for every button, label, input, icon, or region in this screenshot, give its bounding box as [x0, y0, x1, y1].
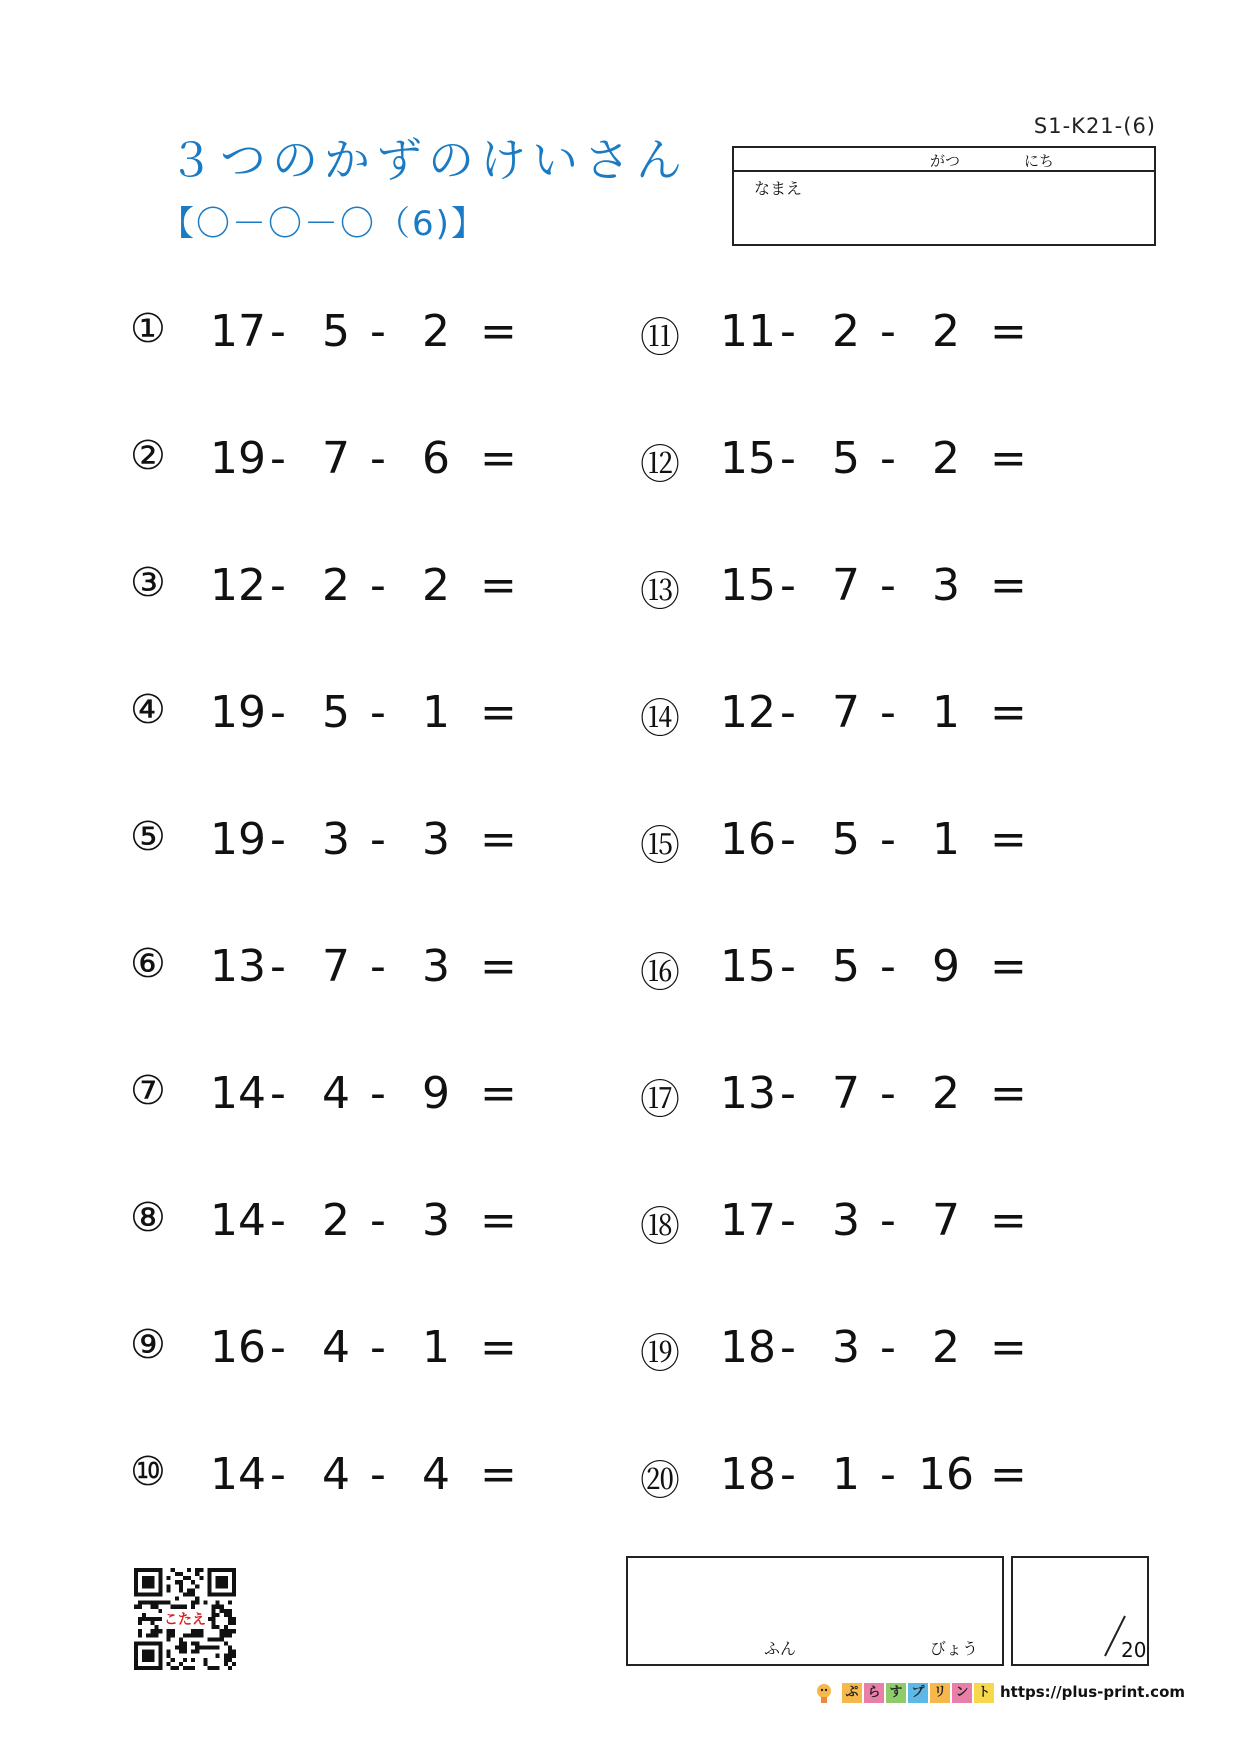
- operand-a: 19: [210, 433, 266, 484]
- problem-number: ⑪: [640, 315, 680, 361]
- minus-sign: -: [880, 433, 896, 484]
- minus-sign: -: [270, 1068, 286, 1119]
- problem-item: [130, 814, 550, 874]
- minus-sign: -: [270, 1449, 286, 1500]
- problem-item: [130, 687, 550, 747]
- minus-sign: -: [880, 1449, 896, 1500]
- minus-sign: -: [370, 433, 386, 484]
- operand-b: 3: [322, 814, 350, 865]
- problem-item: [130, 941, 550, 1001]
- operand-b: 4: [322, 1068, 350, 1119]
- operand-a: 17: [210, 306, 266, 357]
- problem-number: ⑦: [130, 1068, 166, 1114]
- equals-sign: =: [480, 1195, 517, 1246]
- operand-b: 2: [832, 306, 860, 357]
- minus-sign: -: [270, 306, 286, 357]
- minus-sign: -: [370, 814, 386, 865]
- problem-number: ③: [130, 560, 166, 606]
- operand-b: 5: [832, 814, 860, 865]
- operand-a: 16: [720, 814, 776, 865]
- minus-sign: -: [880, 306, 896, 357]
- problem-number: ⑭: [640, 696, 680, 742]
- operand-c: 9: [932, 941, 960, 992]
- operand-a: 18: [720, 1449, 776, 1500]
- operand-a: 19: [210, 814, 266, 865]
- equals-sign: =: [990, 941, 1027, 992]
- name-label: なまえ: [754, 179, 803, 198]
- operand-b: 7: [832, 1068, 860, 1119]
- operand-a: 12: [210, 560, 266, 611]
- problem-number: ⑲: [640, 1331, 680, 1377]
- operand-b: 2: [322, 1195, 350, 1246]
- operand-c: 9: [422, 1068, 450, 1119]
- operand-b: 1: [832, 1449, 860, 1500]
- operand-c: 2: [932, 433, 960, 484]
- equals-sign: =: [990, 687, 1027, 738]
- operand-c: 7: [932, 1195, 960, 1246]
- minus-sign: -: [880, 1195, 896, 1246]
- operand-a: 11: [720, 306, 776, 357]
- operand-c: 6: [422, 433, 450, 484]
- minus-sign: -: [370, 1322, 386, 1373]
- problem-number: ⑤: [130, 814, 166, 860]
- score-box[interactable]: [1011, 1556, 1149, 1666]
- score-total: 20: [1121, 1638, 1147, 1662]
- operand-c: 4: [422, 1449, 450, 1500]
- operand-b: 7: [322, 433, 350, 484]
- problem-number: ⑨: [130, 1322, 166, 1368]
- minus-sign: -: [880, 1322, 896, 1373]
- problem-item: [640, 306, 1060, 366]
- logo-tile: ら: [864, 1683, 884, 1703]
- operand-b: 4: [322, 1449, 350, 1500]
- problem-number: ⑰: [640, 1077, 680, 1123]
- operand-a: 18: [720, 1322, 776, 1373]
- plus-print-logo: [812, 1680, 996, 1706]
- equals-sign: =: [990, 1068, 1027, 1119]
- operand-b: 5: [322, 306, 350, 357]
- equals-sign: =: [480, 1322, 517, 1373]
- operand-c: 3: [422, 941, 450, 992]
- problem-item: [640, 687, 1060, 747]
- answer-label: こたえ: [162, 1609, 208, 1629]
- minus-sign: -: [780, 1068, 796, 1119]
- operand-a: 13: [720, 1068, 776, 1119]
- operand-a: 17: [720, 1195, 776, 1246]
- logo-tile: ン: [952, 1683, 972, 1703]
- equals-sign: =: [990, 1322, 1027, 1373]
- time-box[interactable]: [626, 1556, 1004, 1666]
- logo-tile: リ: [930, 1683, 950, 1703]
- minus-sign: -: [780, 1449, 796, 1500]
- minus-sign: -: [370, 306, 386, 357]
- problem-number: ②: [130, 433, 166, 479]
- operand-c: 1: [422, 1322, 450, 1373]
- operand-a: 15: [720, 433, 776, 484]
- operand-b: 3: [832, 1195, 860, 1246]
- mascot-icon: [812, 1681, 836, 1705]
- operand-c: 2: [422, 560, 450, 611]
- problem-number: ⑬: [640, 569, 680, 615]
- operand-c: 1: [932, 814, 960, 865]
- operand-a: 16: [210, 1322, 266, 1373]
- problem-item: [640, 814, 1060, 874]
- minus-sign: -: [880, 560, 896, 611]
- problem-item: [130, 306, 550, 366]
- equals-sign: =: [990, 814, 1027, 865]
- problem-item: [130, 1068, 550, 1128]
- minus-sign: -: [370, 1195, 386, 1246]
- equals-sign: =: [480, 433, 517, 484]
- equals-sign: =: [480, 1449, 517, 1500]
- equals-sign: =: [990, 1195, 1027, 1246]
- operand-c: 2: [932, 1068, 960, 1119]
- minus-sign: -: [270, 433, 286, 484]
- minus-sign: -: [780, 306, 796, 357]
- problem-number: ⑥: [130, 941, 166, 987]
- operand-c: 3: [422, 814, 450, 865]
- problem-item: [130, 560, 550, 620]
- operand-b: 5: [832, 433, 860, 484]
- minus-sign: -: [780, 687, 796, 738]
- minus-sign: -: [780, 1195, 796, 1246]
- operand-a: 19: [210, 687, 266, 738]
- problem-number: ⑩: [130, 1449, 166, 1495]
- problem-number: ④: [130, 687, 166, 733]
- operand-b: 7: [322, 941, 350, 992]
- problem-item: [640, 560, 1060, 620]
- equals-sign: =: [480, 941, 517, 992]
- minus-sign: -: [880, 941, 896, 992]
- minus-sign: -: [780, 433, 796, 484]
- problem-item: [130, 1195, 550, 1255]
- operand-b: 7: [832, 560, 860, 611]
- minus-sign: -: [270, 560, 286, 611]
- operand-b: 7: [832, 687, 860, 738]
- site-url[interactable]: https://plus-print.com: [1000, 1683, 1186, 1701]
- problem-number: ⑯: [640, 950, 680, 996]
- operand-a: 15: [720, 941, 776, 992]
- problem-number: ⑮: [640, 823, 680, 869]
- problem-item: [640, 433, 1060, 493]
- minus-sign: -: [780, 1322, 796, 1373]
- equals-sign: =: [480, 814, 517, 865]
- equals-sign: =: [480, 306, 517, 357]
- minus-sign: -: [370, 687, 386, 738]
- operand-a: 14: [210, 1195, 266, 1246]
- logo-tile: ト: [974, 1683, 994, 1703]
- minus-sign: -: [270, 687, 286, 738]
- equals-sign: =: [480, 1068, 517, 1119]
- operand-c: 2: [932, 1322, 960, 1373]
- problem-item: [640, 1449, 1060, 1509]
- minus-sign: -: [880, 814, 896, 865]
- minus-sign: -: [780, 814, 796, 865]
- problem-item: [130, 1322, 550, 1382]
- problem-item: [640, 1195, 1060, 1255]
- operand-c: 2: [932, 306, 960, 357]
- operand-a: 13: [210, 941, 266, 992]
- operand-c: 3: [422, 1195, 450, 1246]
- minus-sign: -: [270, 1322, 286, 1373]
- minus-sign: -: [880, 1068, 896, 1119]
- operand-a: 12: [720, 687, 776, 738]
- operand-b: 5: [832, 941, 860, 992]
- problem-number: ⑧: [130, 1195, 166, 1241]
- problem-item: [640, 1322, 1060, 1382]
- equals-sign: =: [990, 306, 1027, 357]
- minutes-label: ふん: [764, 1639, 797, 1658]
- worksheet-title: ３つのかずのけいさん: [168, 133, 688, 187]
- problem-item: [640, 941, 1060, 1001]
- problem-item: [640, 1068, 1060, 1128]
- minus-sign: -: [370, 1449, 386, 1500]
- equals-sign: =: [990, 560, 1027, 611]
- problem-item: [130, 1449, 550, 1509]
- operand-b: 4: [322, 1322, 350, 1373]
- operand-b: 2: [322, 560, 350, 611]
- equals-sign: =: [990, 1449, 1027, 1500]
- minus-sign: -: [880, 687, 896, 738]
- minus-sign: -: [370, 941, 386, 992]
- operand-c: 1: [932, 687, 960, 738]
- minus-sign: -: [370, 1068, 386, 1119]
- minus-sign: -: [270, 941, 286, 992]
- operand-a: 14: [210, 1449, 266, 1500]
- operand-c: 3: [932, 560, 960, 611]
- equals-sign: =: [480, 560, 517, 611]
- worksheet-subtitle: 【〇－〇－〇（6)】: [160, 204, 487, 244]
- month-label: がつ: [930, 152, 961, 170]
- problem-number: ⑱: [640, 1204, 680, 1250]
- seconds-label: びょう: [930, 1639, 979, 1658]
- operand-c: 1: [422, 687, 450, 738]
- problem-number: ⑫: [640, 442, 680, 488]
- problem-number: ⑳: [640, 1458, 680, 1504]
- minus-sign: -: [270, 1195, 286, 1246]
- logo-tile: す: [886, 1683, 906, 1703]
- problem-number: ①: [130, 306, 166, 352]
- operand-b: 5: [322, 687, 350, 738]
- logo-tile: プ: [908, 1683, 928, 1703]
- minus-sign: -: [270, 814, 286, 865]
- equals-sign: =: [990, 433, 1027, 484]
- operand-c: 16: [918, 1449, 974, 1500]
- day-label: にち: [1024, 152, 1055, 170]
- logo-tile: ぷ: [842, 1683, 862, 1703]
- operand-a: 14: [210, 1068, 266, 1119]
- equals-sign: =: [480, 687, 517, 738]
- operand-a: 15: [720, 560, 776, 611]
- worksheet-code: S1-K21-(6): [1033, 114, 1156, 138]
- minus-sign: -: [780, 560, 796, 611]
- minus-sign: -: [370, 560, 386, 611]
- minus-sign: -: [780, 941, 796, 992]
- operand-c: 2: [422, 306, 450, 357]
- problem-item: [130, 433, 550, 493]
- operand-b: 3: [832, 1322, 860, 1373]
